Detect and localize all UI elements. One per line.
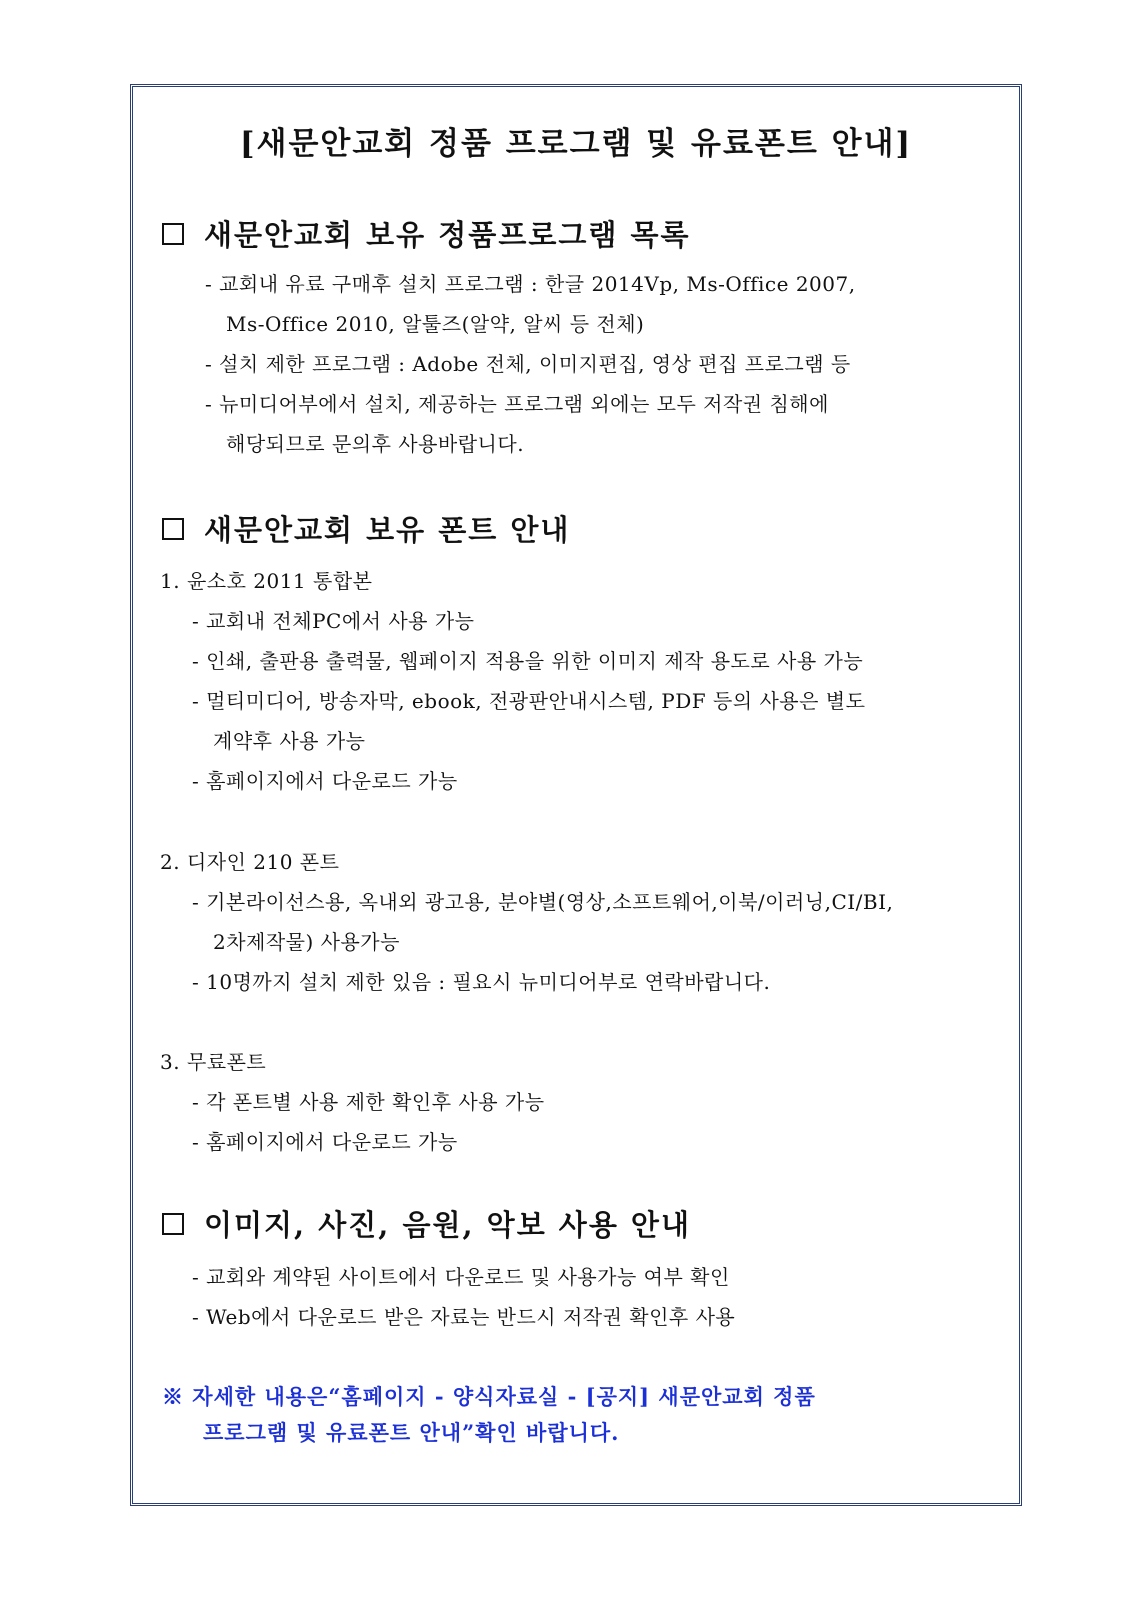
list-item: - 홈페이지에서 다운로드 가능 xyxy=(192,769,458,793)
list-item: - 교회내 유료 구매후 설치 프로그램 : 한글 2014Vp, Ms-Office 2007, xyxy=(205,272,856,296)
section-heading-text: 이미지, 사진, 음원, 악보 사용 안내 xyxy=(204,1208,691,1242)
list-item: - 인쇄, 출판용 출력물, 웹페이지 적용을 위한 이미지 제작 용도로 사용 가능 xyxy=(192,649,864,673)
list-item: 2차제작물) 사용가능 xyxy=(213,930,400,954)
section-heading-media xyxy=(162,1203,691,1244)
section-heading-programs xyxy=(162,213,691,254)
list-heading: 2. 디자인 210 폰트 xyxy=(160,850,340,874)
list-item: - 각 폰트별 사용 제한 확인후 사용 가능 xyxy=(192,1090,545,1114)
list-heading: 3. 무료폰트 xyxy=(160,1050,267,1074)
checkbox-icon xyxy=(162,223,184,245)
notice-line-1: ※ 자세한 내용은“홈페이지 - 양식자료실 - [공지] 새문안교회 정품 xyxy=(162,1384,816,1409)
checkbox-icon xyxy=(162,1213,184,1235)
list-item: - 교회내 전체PC에서 사용 가능 xyxy=(192,609,475,633)
list-item: 해당되므로 문의후 사용바랍니다. xyxy=(226,432,525,456)
list-item: 계약후 사용 가능 xyxy=(213,729,366,753)
list-item: - 홈페이지에서 다운로드 가능 xyxy=(192,1130,458,1154)
list-item: - 교회와 계약된 사이트에서 다운로드 및 사용가능 여부 확인 xyxy=(192,1265,730,1289)
document-border xyxy=(130,84,1022,1506)
section-heading-fonts xyxy=(162,508,570,549)
document-title: [새문안교회 정품 프로그램 및 유료폰트 안내] xyxy=(239,126,913,162)
list-item: - Web에서 다운로드 받은 자료는 반드시 저작권 확인후 사용 xyxy=(192,1305,736,1329)
section-heading-text: 새문안교회 보유 정품프로그램 목록 xyxy=(204,218,691,252)
list-item: - 설치 제한 프로그램 : Adobe 전체, 이미지편집, 영상 편집 프로그램 등 xyxy=(205,352,851,376)
section-heading-text: 새문안교회 보유 폰트 안내 xyxy=(204,513,571,547)
checkbox-icon xyxy=(162,518,184,540)
notice-line-2: 프로그램 및 유료폰트 안내”확인 바랍니다. xyxy=(203,1420,620,1445)
list-item: - 10명까지 설치 제한 있음 : 필요시 뉴미디어부로 연락바랍니다. xyxy=(192,970,771,994)
list-item: - 기본라이선스용, 옥내외 광고용, 분야별(영상,소프트웨어,이북/이러닝,CI/BI, xyxy=(192,890,894,914)
list-item: - 뉴미디어부에서 설치, 제공하는 프로그램 외에는 모두 저작권 침해에 xyxy=(205,392,829,416)
list-item: Ms-Office 2010, 알툴즈(알약, 알씨 등 전체) xyxy=(226,312,645,336)
list-item: - 멀티미디어, 방송자막, ebook, 전광판안내시스템, PDF 등의 사용은 별도 xyxy=(192,689,866,713)
list-heading: 1. 윤소호 2011 통합본 xyxy=(160,569,373,593)
